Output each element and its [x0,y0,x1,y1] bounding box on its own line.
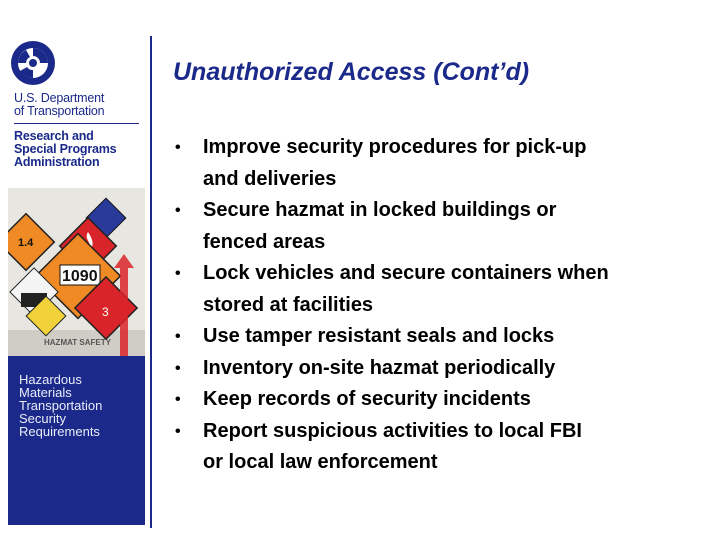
slide-title: Unauthorized Access (Cont’d) [173,58,530,86]
bullet-line: fenced areas [203,230,326,253]
administration-line-1: Research and [14,129,94,143]
bullet-line: or local law enforcement [203,451,438,473]
department-divider [14,123,139,124]
hazmat-safety-label: HAZMAT SAFETY [44,338,111,347]
bullet-line: stored at facilities [203,293,374,316]
hazmat-panel [8,188,145,525]
administration-line-3: Administration [14,155,100,169]
placard-class-3-label: 3 [102,305,109,319]
hazmat-placards-image [8,188,145,356]
panel-caption [19,373,143,438]
bullet-line: Keep records of security incidents [203,388,531,410]
bullet-line: Use tamper resistant seals and locks [203,325,555,347]
bullet-line: Improve security procedures for pick-up [203,136,587,158]
bullet-icon: • [175,265,181,282]
panel-caption-line: Hazardous [19,372,82,387]
dot-triskelion-logo-icon [10,40,56,86]
bullet-line: Inventory on-site hazmat periodically [203,356,556,379]
panel-caption-line: Security [19,411,66,426]
bullet-item [170,195,710,258]
sidebar [0,0,150,540]
bullet-line: and deliveries [203,167,337,190]
bullet-item [170,321,710,353]
panel-caption-line: Materials [19,385,72,400]
bullet-icon: • [175,359,181,377]
administration-line-2: Special Programs [14,142,117,156]
bullet-icon: • [175,328,181,345]
placard-1-4-label: 1.4 [18,237,34,249]
bullet-icon: • [175,422,181,440]
bullet-item [170,258,710,321]
bullet-icon: • [175,202,181,219]
bullet-item [170,384,710,416]
administration-name [14,130,146,169]
department-line-2: of Transportation [14,104,105,118]
department-name [14,92,144,118]
department-line-1: U.S. Department [14,91,105,105]
bullet-item [170,416,710,479]
bullet-line: Lock vehicles and secure containers when [203,262,609,284]
placard-un-number: 1090 [62,268,98,285]
bullet-icon: • [175,391,181,408]
panel-caption-line: Requirements [19,424,100,439]
bullet-item [170,353,710,385]
bullet-line: Report suspicious activities to local FBI [203,419,582,442]
panel-caption-line: Transportation [19,398,103,413]
bullet-line: Secure hazmat in locked buildings or [203,199,557,221]
bullet-item [170,132,710,195]
bullet-icon: • [175,139,181,156]
bullet-list [170,132,710,479]
sidebar-divider [150,36,152,528]
